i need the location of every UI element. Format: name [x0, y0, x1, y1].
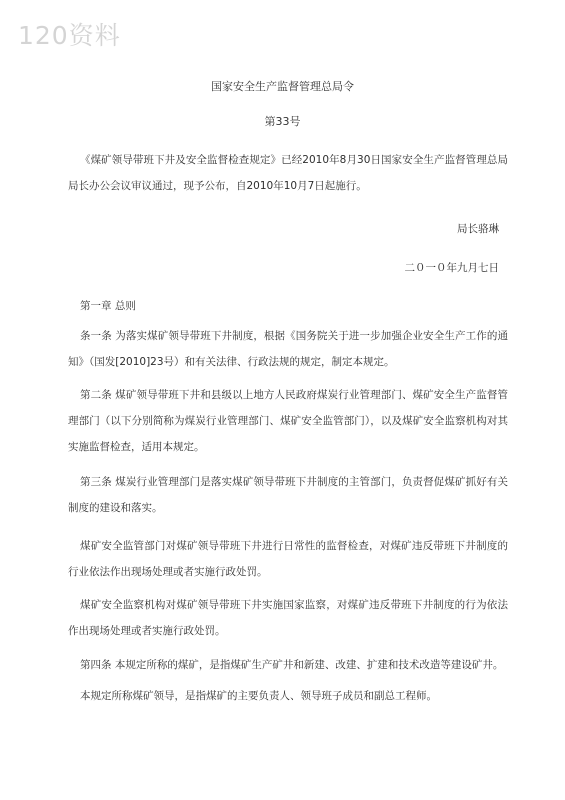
signer: 局长骆琳: [457, 223, 499, 235]
article-2: 第二条 煤矿领导带班下井和县级以上地方人民政府煤炭行业管理部门、煤矿安全生产监督管理部门（以下分别简称为煤炭行业管理部门、煤矿安全监管部门），以及煤矿安全监察机构对其实施监督检查，适用本规定。: [68, 389, 508, 453]
article-3: 第三条 煤炭行业管理部门是落实煤矿领导带班下井制度的主管部门，负责督促煤矿抓好有关制度的建设和落实。: [68, 476, 508, 514]
article-3-para-3: 煤矿安全监察机构对煤矿领导带班下井实施国家监察，对煤矿违反带班下井制度的行为依法作出现场处理或者实施行政处罚。: [68, 599, 508, 637]
issue-date: 二０一０年九月七日: [404, 262, 499, 274]
order-number: 第33号: [264, 115, 301, 128]
article-4-para-2: 本规定所称煤矿领导，是指煤矿的主要负责人、领导班子成员和副总工程师。: [80, 690, 437, 702]
article-1: 条一条 为落实煤矿领导带班下井制度，根据《国务院关于进一步加强企业安全生产工作的通知》（国发[2010]23号）和有关法律、行政法规的规定，制定本规定。: [68, 330, 508, 368]
document-title: 国家安全生产监督管理总局令: [211, 80, 354, 93]
watermark: 120资料: [18, 21, 121, 50]
preamble-paragraph: 《煤矿领导带班下井及安全监督检查规定》已经2010年8月30日国家安全生产监督管理总局局长办公会议审议通过，现予公布，自2010年10月7日起施行。: [68, 154, 508, 192]
article-4: 第四条 本规定所称的煤矿，是指煤矿生产矿井和新建、改建、扩建和技术改造等建设矿井。: [80, 659, 504, 671]
article-3-para-2: 煤矿安全监管部门对煤矿领导带班下井进行日常性的监督检查，对煤矿违反带班下井制度的行业依法作出现场处理或者实施行政处罚。: [68, 540, 508, 578]
chapter-heading: 第一章 总则: [80, 300, 136, 312]
